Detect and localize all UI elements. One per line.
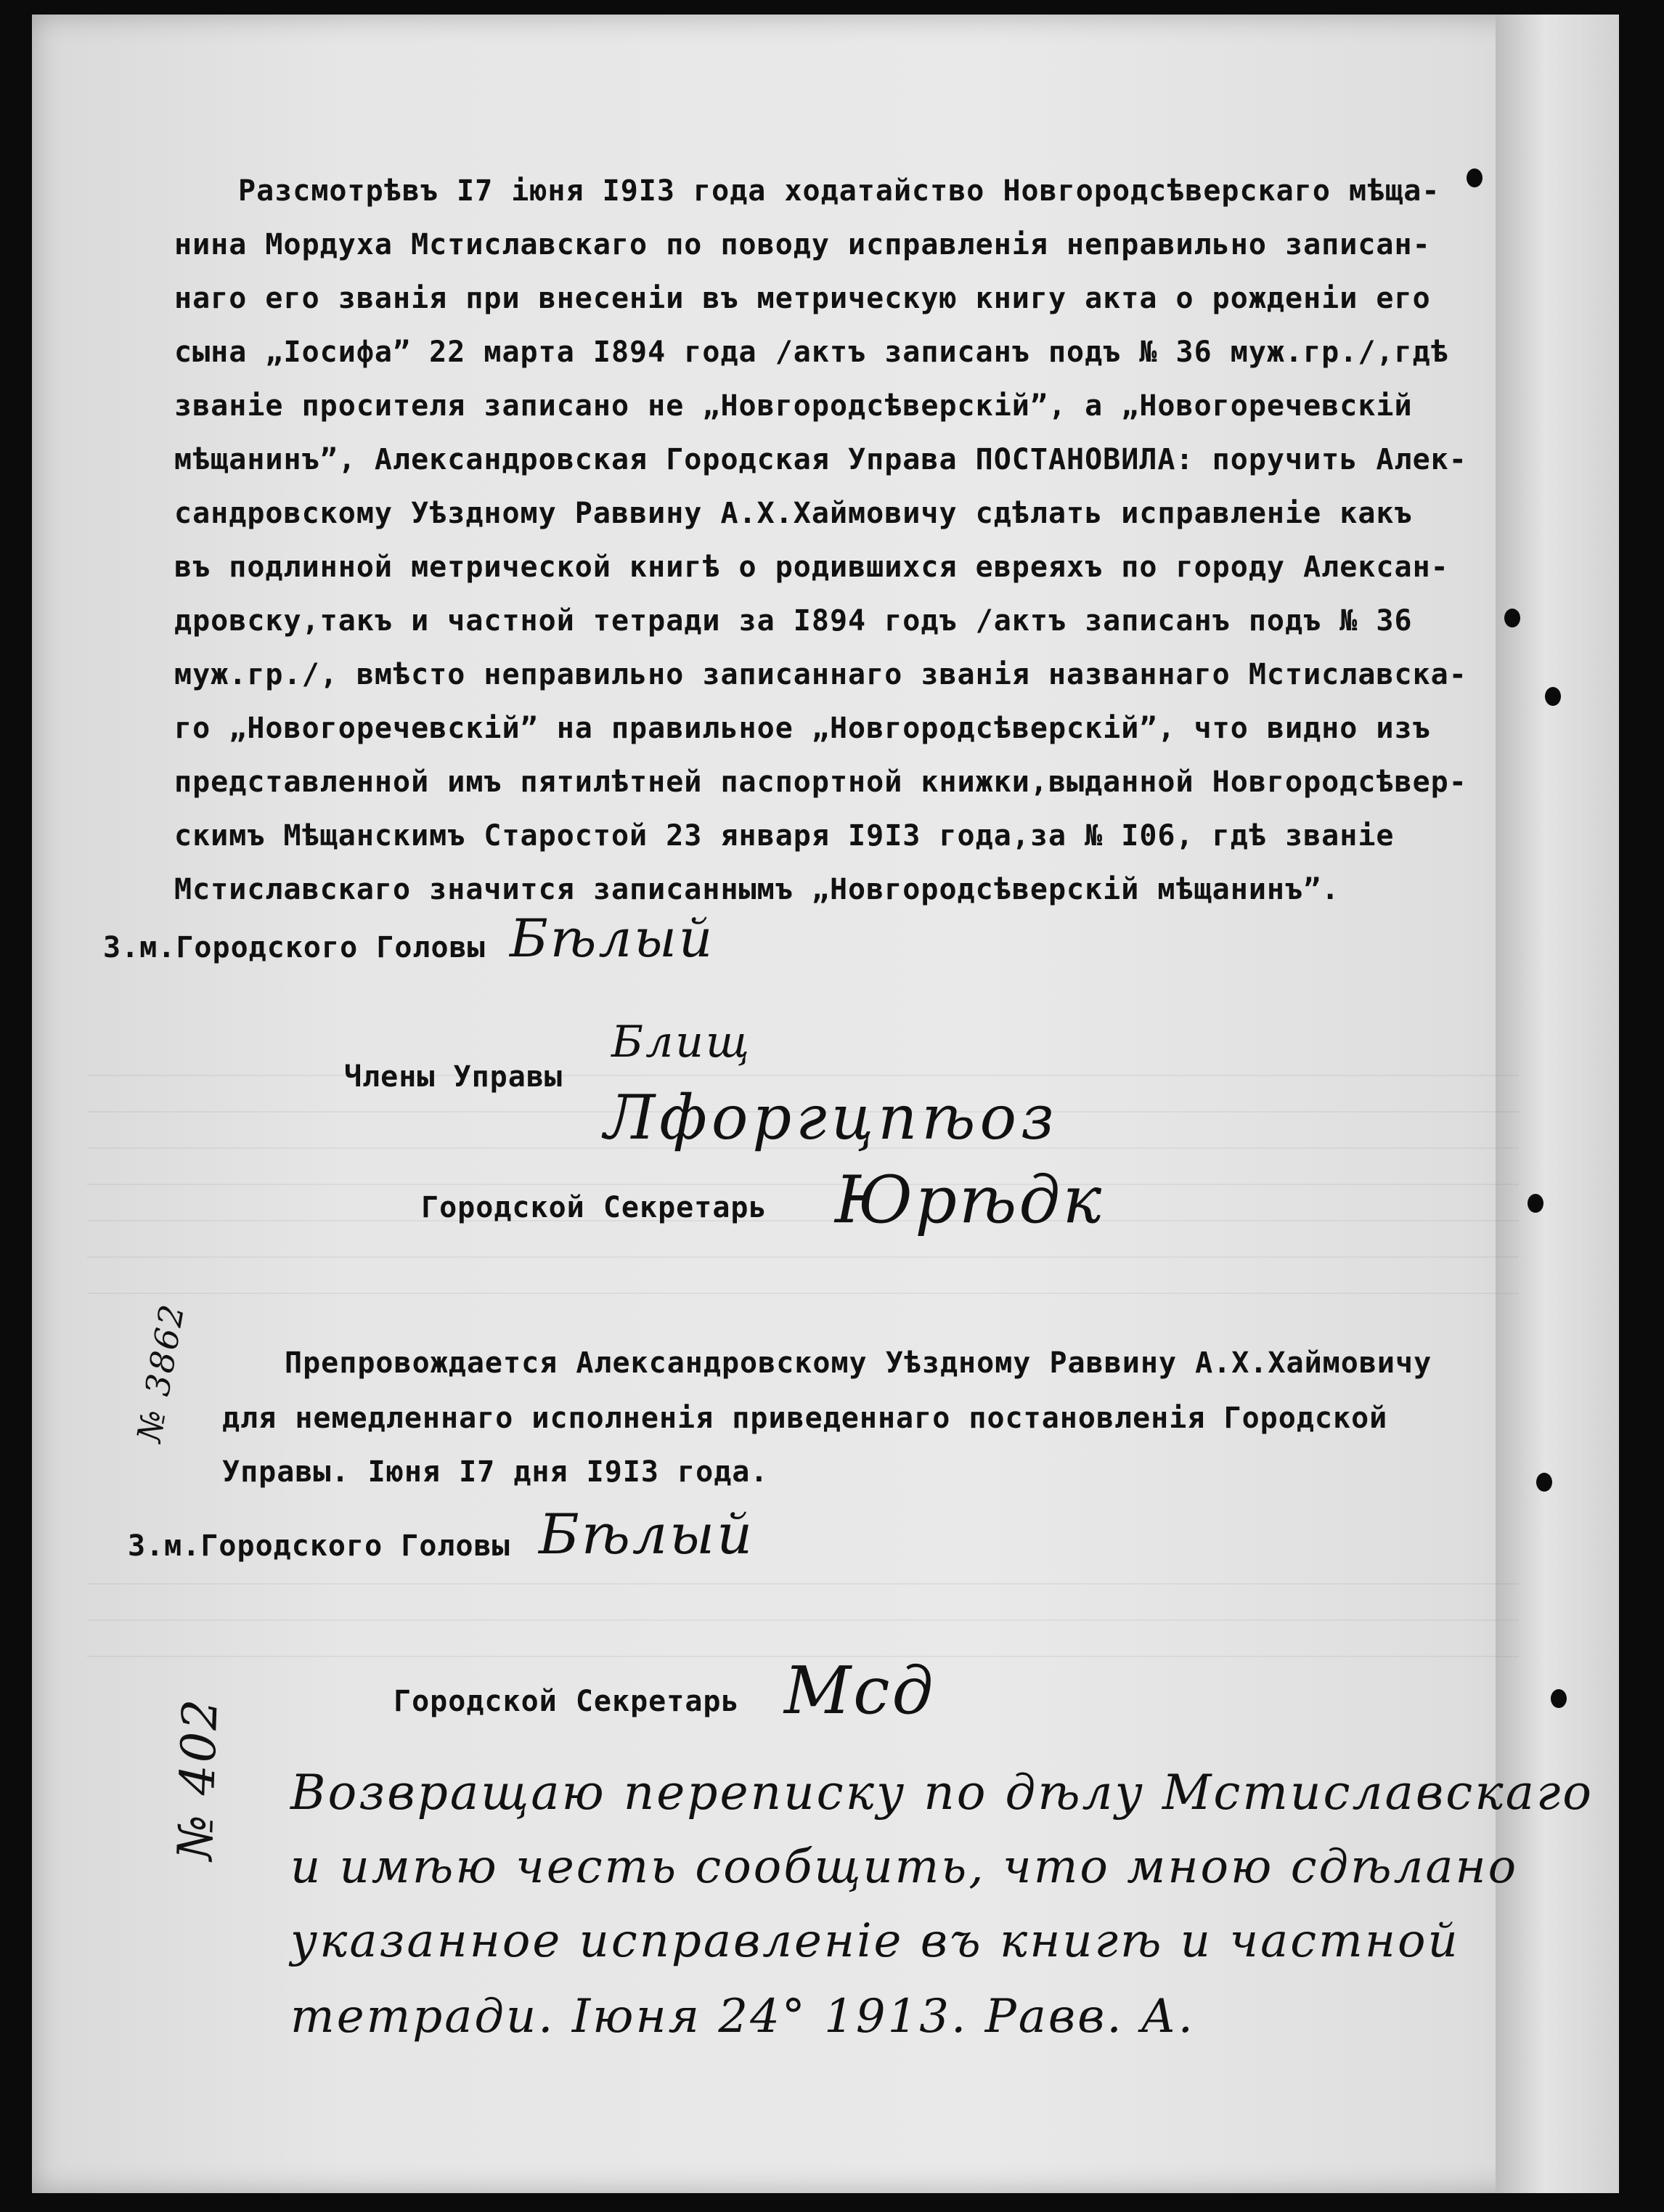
- decision-line: Разсмотрѣвъ I7 іюня I9I3 года ходатайство Новгородсѣверскаго мѣща-: [238, 174, 1440, 208]
- decision-line: представленной имъ пятилѣтней паспортной книжки,выданной Новгородсѣвер-: [174, 765, 1467, 799]
- transmittal-margin-number: № 3862: [129, 1299, 192, 1445]
- decision-line: го „Новогоречевскій” на правильное „Новгородсѣверскій”, что видно изъ: [174, 712, 1431, 745]
- deputy-mayor-label: З.м.Городского Головы: [103, 931, 486, 964]
- member-signature-2: Лфоргцпѣоз: [604, 1082, 1059, 1153]
- members-label: Члены Управы: [344, 1060, 563, 1094]
- decision-line: сандровскому Уѣздному Раввину А.Х.Хаймовичу сдѣлать исправленіе какъ: [174, 497, 1413, 530]
- decision-line: въ подлинной метрической книгѣ о родившихся евреяхъ по городу Алексан-: [174, 550, 1449, 584]
- decision-line: званіе просителя записано не „Новгородсѣверскій”, а „Новогоречевскій: [174, 389, 1413, 423]
- decision-line: дровску,такъ и частной тетради за I894 годъ /актъ записанъ подъ № 36: [174, 604, 1413, 638]
- member-signature-1: Блищ: [611, 1017, 751, 1068]
- transmittal-line: для немедленнаго исполненія приведеннаго постановленія Городской: [222, 1402, 1388, 1435]
- note-line: тетради. Іюня 24° 1913. Равв. А.: [290, 1990, 1195, 2044]
- transmittal-secretary-label: Городской Секретарь: [393, 1685, 740, 1718]
- secretary-signature: Юрѣдк: [835, 1162, 1104, 1238]
- deputy-mayor-signature: Бѣлый: [510, 908, 715, 969]
- decision-line: муж.гр./, вмѣсто неправильно записаннаго званія названнаго Мстиславска-: [174, 658, 1467, 691]
- decision-line: наго его званія при внесеніи въ метрическую книгу акта о рожденіи его: [174, 282, 1431, 315]
- decision-line: сына „Іосифа” 22 марта I894 года /актъ записанъ подъ № 36 муж.гр./,гдѣ: [174, 336, 1449, 369]
- note-line: указанное исправленіе въ книгѣ и частной: [290, 1914, 1460, 1968]
- transmittal-line: Управы. Іюня I7 дня I9I3 года.: [222, 1455, 769, 1489]
- decision-line: мѣщанинъ”, Александровская Городская Управа ПОСТАНОВИЛА: поручить Алек-: [174, 443, 1467, 476]
- note-line: и имѣю честь сообщить, что мною сдѣлано: [290, 1840, 1519, 1894]
- note-margin-number: № 402: [167, 1696, 229, 1861]
- transmittal-secretary-signature: Мсд: [784, 1653, 936, 1729]
- secretary-label: Городской Секретарь: [421, 1191, 767, 1224]
- transmittal-line: Препровождается Александровскому Уѣздному Раввину А.Х.Хаймовичу: [285, 1346, 1432, 1380]
- transmittal-deputy-mayor-signature: Бѣлый: [539, 1502, 755, 1566]
- decision-line: Мстиславскаго значится записаннымъ „Новгородсѣверскій мѣщанинъ”.: [174, 873, 1340, 906]
- transmittal-deputy-mayor-label: З.м.Городского Головы: [128, 1529, 510, 1563]
- note-line: Возвращаю переписку по дѣлу Мстиславскаго: [290, 1765, 1594, 1821]
- decision-line: нина Мордуха Мстиславскаго по поводу исправленія неправильно записан-: [174, 228, 1431, 261]
- decision-line: скимъ Мѣщанскимъ Старостой 23 января I9I3 года,за № I06, гдѣ званіе: [174, 819, 1395, 853]
